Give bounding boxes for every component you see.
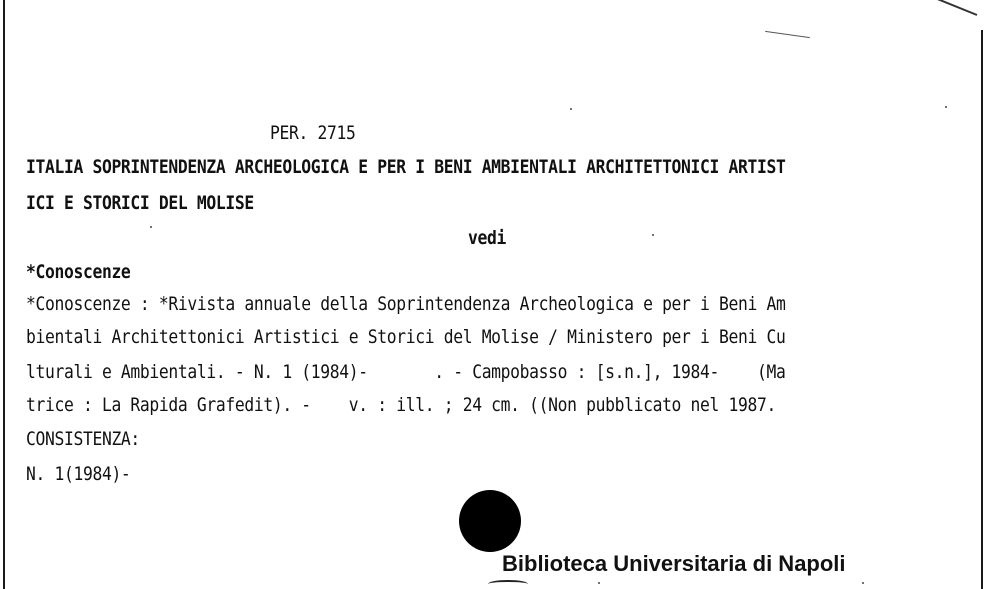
see-target-heading: *Conoscenze (26, 261, 131, 283)
speck (652, 234, 654, 236)
scratch-mark (765, 31, 810, 38)
stamp-swash-mark (488, 580, 528, 588)
card-left-edge (3, 0, 5, 589)
speck (862, 582, 864, 584)
holdings-label: CONSISTENZA: (26, 428, 140, 450)
corner-scratch-mark (930, 0, 977, 16)
library-stamp: Biblioteca Universitaria di Napoli (502, 551, 846, 576)
author-heading-line-1: ITALIA SOPRINTENDENZA ARCHEOLOGICA E PER I BENI AMBIENTALI ARCHITETTONICI ARTIST (26, 156, 786, 178)
speck (150, 226, 152, 228)
speck (570, 108, 572, 110)
punch-hole (459, 490, 521, 552)
see-reference: vedi (468, 227, 506, 249)
description-line-4: trice : La Rapida Grafedit). - v. : ill. ; 24 cm. ((Non pubblicato nel 1987. (26, 394, 777, 416)
description-line-2: bientali Architettonici Artistici e Storici del Molise / Ministero per i Beni Cu (26, 326, 786, 348)
description-line-3: lturali e Ambientali. - N. 1 (1984)- . - Campobasso : [s.n.], 1984- (Ma (26, 361, 786, 383)
call-number: PER. 2715 (270, 122, 356, 144)
speck (598, 582, 600, 584)
card-right-edge (981, 30, 983, 589)
author-heading-line-2: ICI E STORICI DEL MOLISE (26, 192, 254, 214)
description-line-1: *Conoscenze : *Rivista annuale della Soprintendenza Archeologica e per i Beni Am (26, 293, 786, 315)
holdings-value: N. 1(1984)- (26, 463, 131, 485)
speck (945, 106, 947, 108)
